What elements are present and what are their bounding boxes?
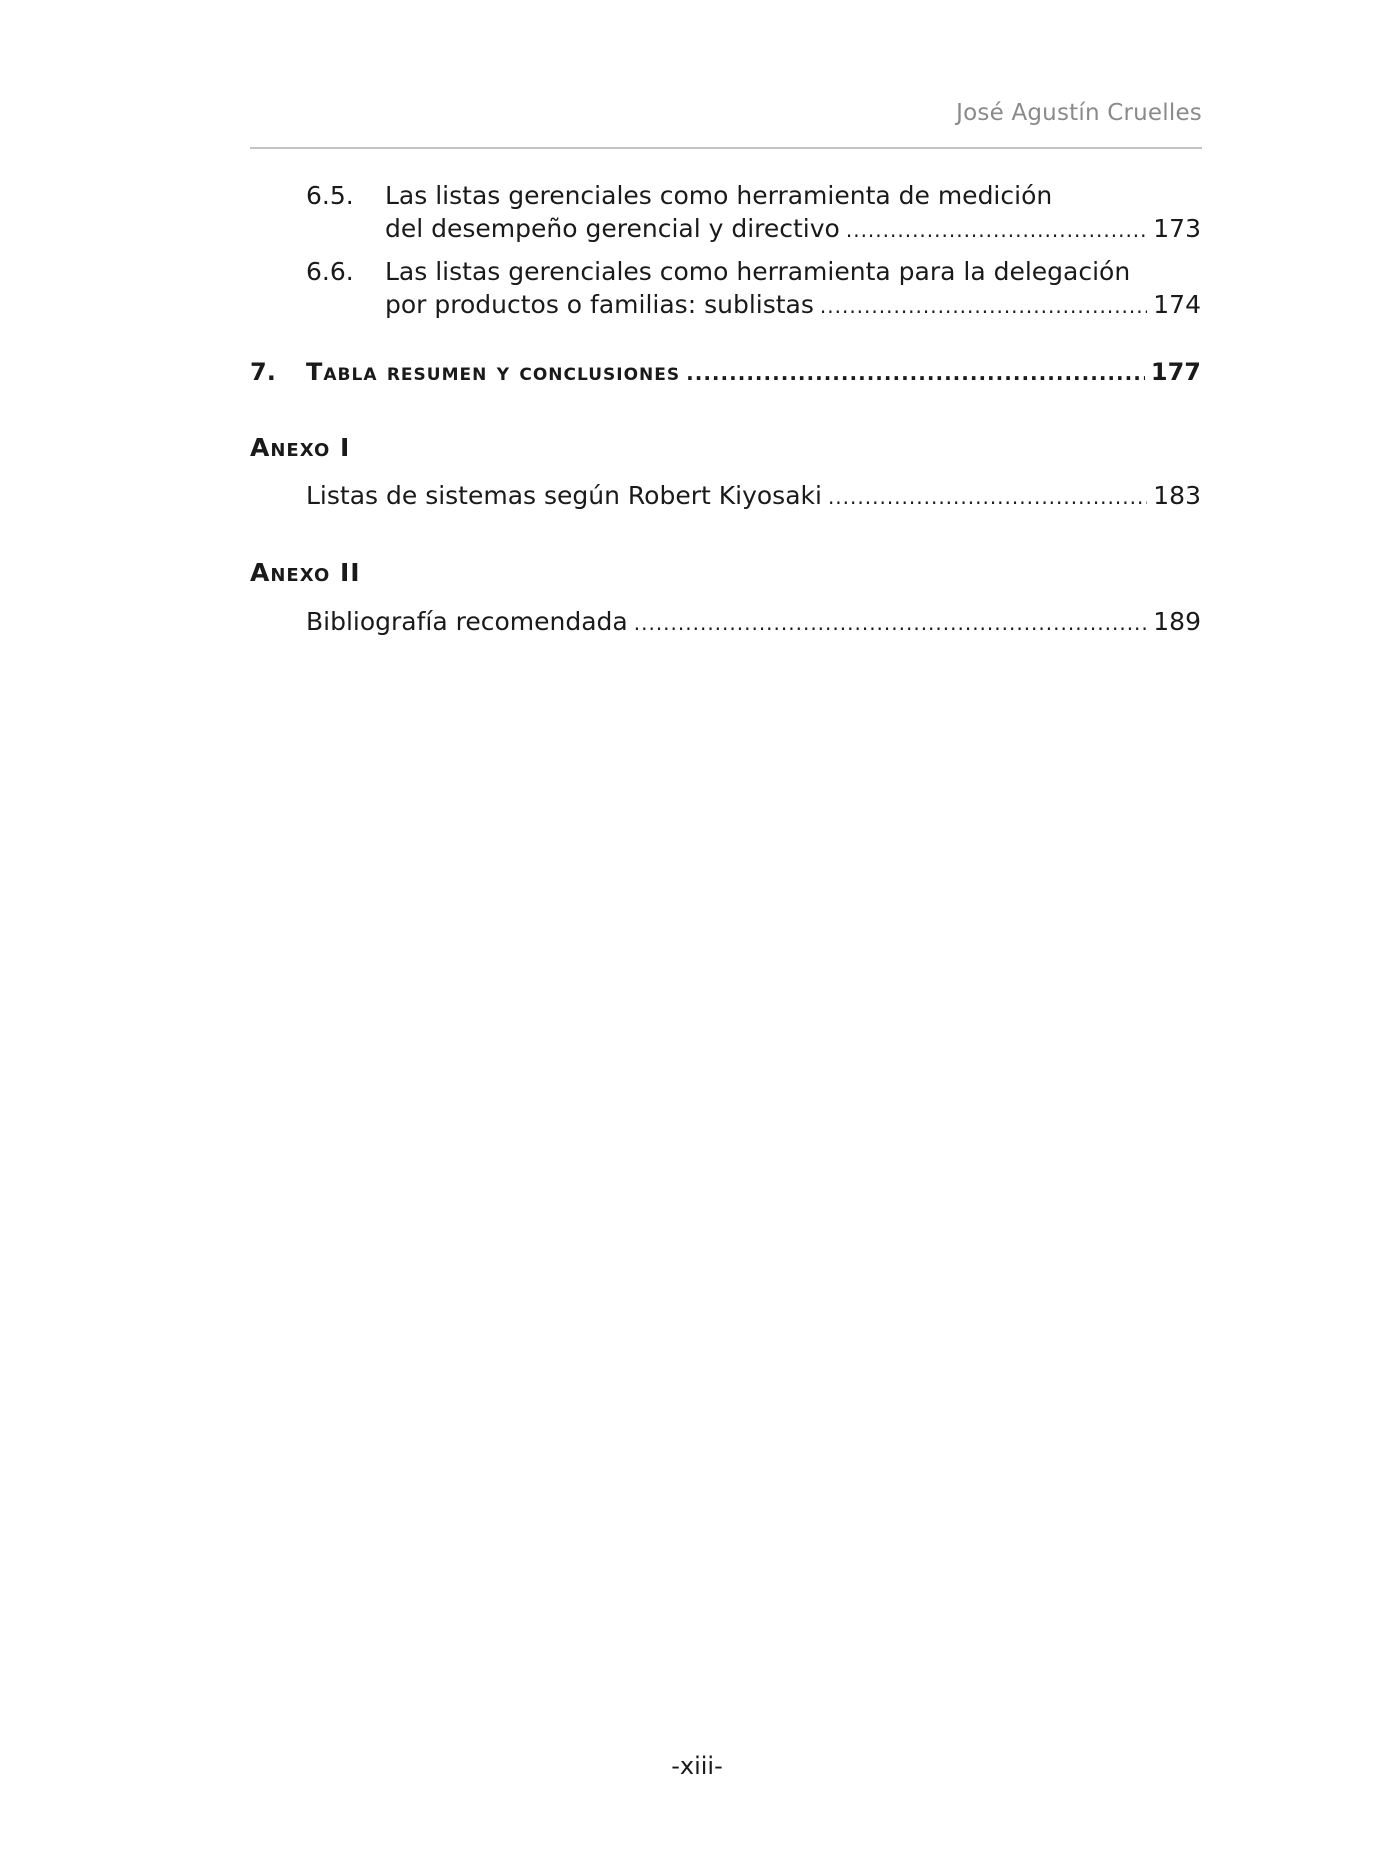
toc-chapter-7-number: 7.	[250, 358, 276, 386]
header-rule	[250, 147, 1202, 149]
toc-entry-6-5-page: 173	[1153, 214, 1201, 243]
toc-annex-2-entry	[306, 606, 1201, 639]
toc-annex-1-entry-title: Listas de sistemas según Robert Kiyosaki	[306, 481, 822, 510]
annex-1-heading: Anexo I	[250, 433, 351, 462]
toc-entry-6-5-line2: del desempeño gerencial y directivo	[385, 214, 840, 243]
toc-entry-6-6-page: 174	[1153, 290, 1201, 319]
toc-entry-6-6-line2: por productos o familias: sublistas	[385, 290, 814, 319]
dot-leader	[820, 290, 1147, 322]
dot-leader	[828, 481, 1147, 513]
toc-entry-6-6-number: 6.6.	[306, 257, 354, 286]
toc-annex-1-page: 183	[1153, 481, 1201, 510]
toc-entry-6-6	[385, 289, 1201, 322]
dot-leader	[846, 214, 1147, 246]
toc-entry-6-5-line1: Las listas gerenciales como herramienta de medición	[385, 181, 1053, 210]
running-header: José Agustín Cruelles	[956, 100, 1202, 126]
toc-entry-6-5-number: 6.5.	[306, 181, 354, 210]
page-number: -xiii-	[671, 1752, 723, 1780]
annex-2-heading: Anexo II	[250, 558, 361, 587]
toc-entry-6-5	[385, 213, 1201, 246]
toc-annex-2-entry-title: Bibliografía recomendada	[306, 607, 628, 636]
toc-annex-2-page: 189	[1153, 607, 1201, 636]
toc-entry-6-6-line1: Las listas gerenciales como herramienta para la delegación	[385, 257, 1131, 286]
dot-leader	[634, 607, 1148, 639]
toc-chapter-7	[306, 356, 1201, 389]
dot-leader	[686, 357, 1145, 389]
toc-chapter-7-page: 177	[1150, 358, 1201, 386]
toc-annex-1-entry	[306, 480, 1201, 513]
toc-chapter-7-title: Tabla resumen y conclusiones	[306, 358, 681, 386]
